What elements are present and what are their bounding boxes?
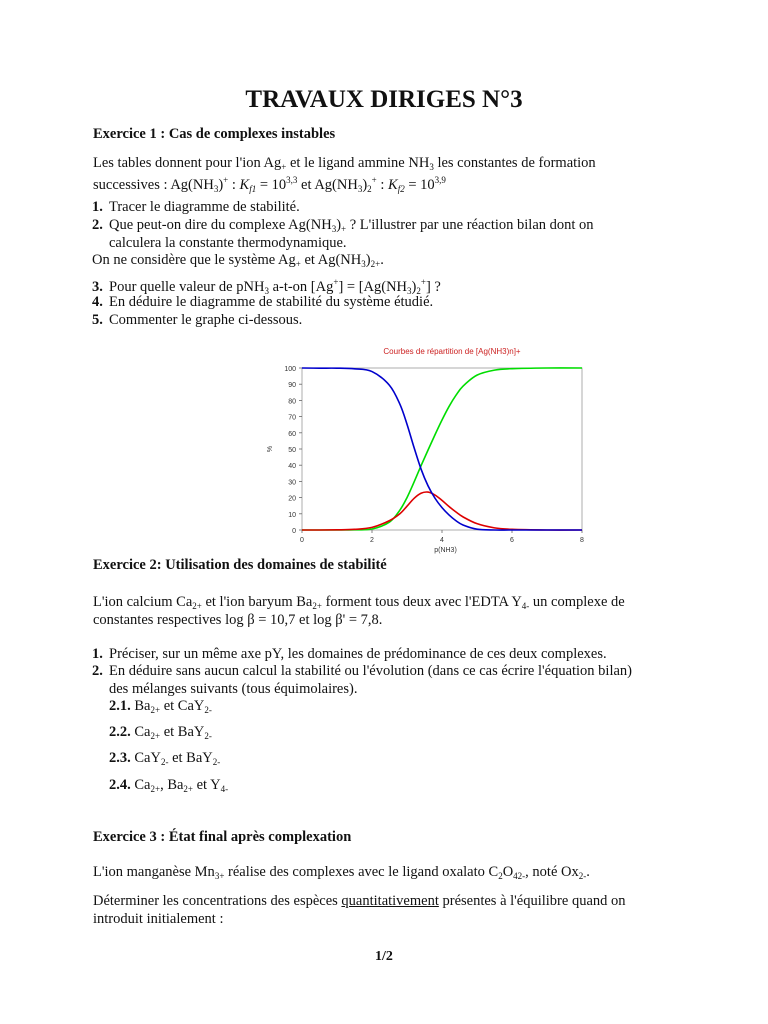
- ex1-question-4: 4. En déduire le diagramme de stabilité du système étudié.: [92, 294, 434, 310]
- y-tick-label: 40: [288, 463, 296, 471]
- ex1-question-3: 3. Pour quelle valeur de pNH$_3$ a-t-on $[Ag^+] = [Ag(NH_3)_2^+]$ ?: [92, 277, 441, 296]
- ex1-question-5: 5. Commenter le graphe ci-dessous.: [92, 312, 303, 328]
- y-tick-label: 90: [288, 382, 296, 390]
- y-tick-label: 70: [288, 414, 296, 422]
- ex3-instruction: Déterminer les concentrations des espèces quantitativement présentes à l'équilibre quand on: [93, 893, 626, 909]
- ex1-question-2-line-2: calculera la constante thermodynamique.: [109, 235, 347, 251]
- ex1-intro-line-2: successives : $Ag(NH_3)^+$ : $K_{f1} = 10^{3,3}$ et $Ag(NH_3)_2^+$ : $K_{f2} = 10^{3,9}$: [93, 175, 446, 194]
- ex2-mix-2-1: 2.1. $Ba_{2+}$ et CaY$_{2-}$: [109, 698, 212, 715]
- exercise-2-heading: Exercice 2: Utilisation des domaines de stabilité: [93, 557, 387, 573]
- ex2-mix-2-3: 2.3. CaY$_{2-}$ et BaY$_{2-}$: [109, 750, 221, 767]
- ex2-mix-2-4: 2.4. $Ca_{2+}$, $Ba_{2+}$ et $Y_{4-}$: [109, 777, 229, 794]
- ex1-question-2: 2. Que peut-on dire du complexe $Ag(NH_3)_+$ ? L'illustrer par une réaction bilan dont on: [92, 217, 594, 234]
- y-axis-label: %: [267, 445, 274, 453]
- y-tick-label: 20: [288, 495, 296, 503]
- page-title: TRAVAUX DIRIGES N°3: [245, 86, 523, 113]
- plot-area: [302, 368, 582, 530]
- ex2-question-1: 1. Préciser, sur un même axe pY, les domaines de prédominance de ces deux complexes.: [92, 646, 607, 662]
- ex1-question-1: 1. Tracer le diagramme de stabilité.: [92, 199, 300, 215]
- exercise-3-heading: Exercice 3 : État final après complexation: [93, 829, 352, 845]
- y-tick-label: 100: [284, 366, 296, 373]
- ex3-instruction-line-2: introduit initialement :: [93, 911, 224, 927]
- x-axis-label: p(NH3): [434, 547, 457, 554]
- y-tick-label: 80: [288, 398, 296, 406]
- ex2-intro-line-2: constantes respectives log β = 10,7 et log β' = 7,8.: [93, 612, 383, 628]
- ex1-note: On ne considère que le système $Ag_+$ et $Ag(NH_3)_{2+}$.: [92, 252, 384, 269]
- y-tick-label: 30: [288, 479, 296, 487]
- y-tick-label: 60: [288, 430, 296, 438]
- chart-title: Courbes de répartition de [Ag(NH3)n]+: [383, 347, 521, 356]
- y-tick-label: 10: [288, 511, 296, 519]
- y-tick-label: 0: [292, 528, 296, 535]
- ex2-mix-2-2: 2.2. $Ca_{2+}$ et BaY$_{2-}$: [109, 724, 212, 741]
- x-tick-label: 6: [510, 537, 514, 544]
- ex2-intro-line-1: L'ion calcium $Ca_{2+}$ et l'ion baryum $Ba_{2+}$ forment tous deux avec l'EDTA $Y_{4-}$ un complexe de: [93, 594, 625, 611]
- ex2-question-2-line-2: des mélanges suivants (tous équimolaires).: [109, 681, 358, 697]
- x-tick-label: 2: [370, 537, 374, 544]
- y-tick-label: 50: [288, 447, 296, 454]
- x-tick-label: 8: [580, 537, 584, 544]
- x-tick-label: 0: [300, 537, 304, 544]
- page-number: 1/2: [375, 949, 393, 964]
- ex2-question-2: 2. En déduire sans aucun calcul la stabilité ou l'évolution (dans ce cas écrire l'équation bilan): [92, 663, 633, 679]
- distribution-chart: [258, 340, 594, 562]
- ex3-intro: L'ion manganèse $Mn_{3+}$ réalise des complexes avec le ligand oxalato $C_2O_{42-}$, noté $Ox_{2-}$.: [93, 864, 590, 881]
- exercise-1-heading: Exercice 1 : Cas de complexes instables: [93, 126, 336, 142]
- x-tick-label: 4: [440, 537, 444, 544]
- ex1-intro-line-1: Les tables donnent pour l'ion $Ag_+$ et le ligand ammine $NH_3$ les constantes de formation: [93, 155, 596, 172]
